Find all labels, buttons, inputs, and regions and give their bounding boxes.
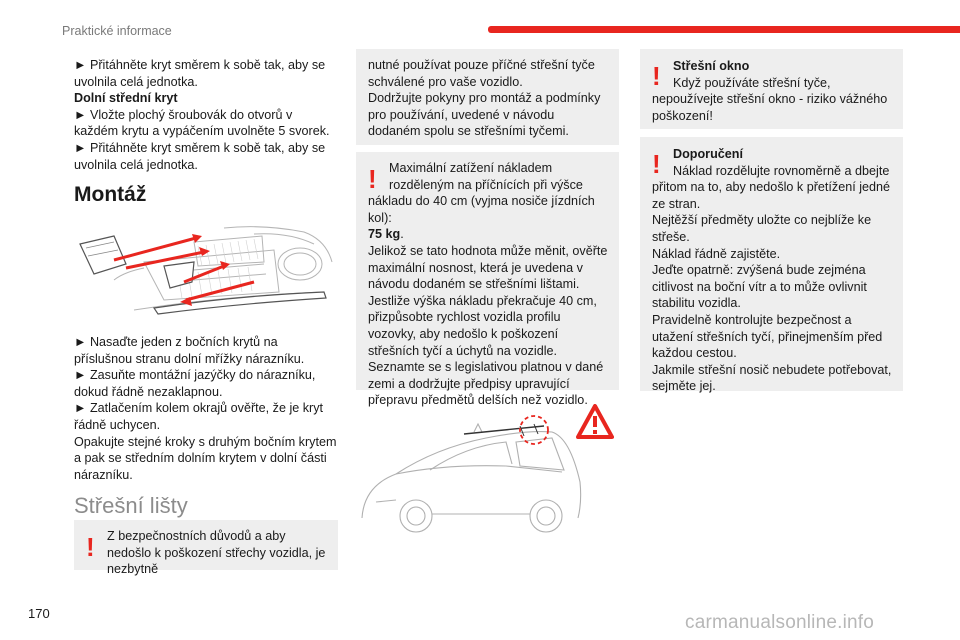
sunroof-box	[640, 49, 903, 129]
intro-line-4: ► Přitáhněte kryt směrem k sobě tak, aby se uvolnila celá jednotka.	[74, 140, 326, 172]
sunroof-body: nepoužívejte střešní okno - riziko vážného poškození!	[652, 92, 888, 123]
recommendation-title: Doporučení	[673, 147, 743, 161]
recommendation-body: přitom na to, aby nedošlo k přetížení jedné ze stran. Nejtěžší předměty uložte co nejblíže ke střeše. Náklad řádně zajistěte. Jeďte opatrně: zvýšená bude zejména citlivost na boční vítr a to může ovlivnit stabilitu vozidla. Pravidelně kontrolujte bezpečnost a utažení střešních tyčí, přinejmenším před každou cestou. Jakmile střešní nosič nebudete potřebovat, sejměte jej.	[652, 180, 892, 394]
warning-exclamation-icon: !	[652, 149, 661, 179]
page-header-title: Praktické informace	[62, 24, 172, 38]
roof-warning-box-continued	[356, 49, 619, 145]
step-3: ► Zatlačením kolem okrajů ověřte, že je kryt řádně uchycen.	[74, 401, 324, 432]
warning-exclamation-icon: !	[368, 164, 377, 194]
header-accent-bar	[488, 26, 960, 33]
step-1: ► Nasaďte jeden z bočních krytů na příslušnou stranu dolní mřížky nárazníku.	[74, 335, 305, 366]
roof-rails-heading: Střešní lišty	[74, 493, 188, 518]
page-number: 170	[28, 606, 50, 621]
subheading-lower-cover: Dolní střední kryt	[74, 91, 178, 106]
sunroof-lead: Když používáte střešní tyče,	[673, 75, 831, 90]
max-load-body-b: Jelikož se tato hodnota může měnit, ověřte maximální nosnost, která je uvedena v návodu dodaném se střešními lištami. Jestliže výška nákladu překračuje 40 cm, přizpůsobte rychlost vozidla profilu vozovky, aby nedošlo k poškození střešních tyčí a úchytů na vozidle. Seznamte se s legislativou platnou v dané zemi a dodržujte předpisy upravující přepravu předmětů delších než vozidlo.	[368, 243, 608, 408]
column-1	[74, 57, 338, 173]
recommendation-lead: Náklad rozdělujte rovnoměrně a dbejte	[673, 163, 890, 178]
sunroof-title: Střešní okno	[673, 59, 750, 73]
warning-exclamation-icon: !	[652, 61, 661, 91]
step-4: Opakujte stejné kroky s druhým bočním krytem a pak se středním dolním krytem v dolní části nárazníku.	[74, 434, 337, 482]
roof-warning-box-start	[74, 520, 338, 577]
roof-warning-text: Z bezpečnostních důvodů a aby nedošlo k poškození střechy vozidla, je nezbytně	[107, 529, 326, 577]
max-load-head: Maximální zatížení nákladem rozděleným na příčnících při výšce	[389, 161, 583, 192]
bumper-cover-illustration	[74, 222, 338, 322]
step-2: ► Zasuňte montážní jazýčky do nárazníku, dokud řádně nezaklapnou.	[74, 368, 316, 399]
intro-line-1: ► Přitáhněte kryt směrem k sobě tak, aby se uvolnila celá jednotka.	[74, 58, 326, 89]
max-load-value: 75 kg	[368, 227, 401, 242]
max-load-body-a: nákladu do 40 cm (vyjma nosiče jízdních kol):	[368, 194, 595, 225]
watermark: carmanualsonline.info	[685, 612, 875, 633]
montaz-heading: Montáž	[74, 183, 147, 206]
max-load-box: ! Maximální zatížení nákladem rozděleným na příčnících při výšce nákladu do 40 cm (vyjma nosiče jízdních kol): 75 kg. Jelikož se tato hodnota může měnit, ověřte maximální nosnost, která je uvedena v návodu dodaném se střešními lištami. Jestliže výška nákladu překračuje 40 cm, přizpůsobte rychlost vozidla profilu vozovky, aby nedošlo k poškození střešních tyčí a úchytů na vozidle. Seznamte se s legislativou platnou v dané zemi a dodržujte předpisy upravující přepravu předmětů delších než vozidlo.	[356, 152, 619, 390]
warning-exclamation-icon: !	[86, 532, 95, 562]
montaz-steps	[74, 334, 338, 483]
roof-warning-continued-text: nutné používat pouze příčné střešní tyče schválené pro vaše vozidlo. Dodržujte pokyny pro montáž a podmínky pro používání, uvedené v návodu dodaném spolu se střešními tyčemi.	[368, 58, 601, 139]
intro-line-3: ► Vložte plochý šroubovák do otvorů v každém krytu a vypáčením uvolněte 5 svorek.	[74, 107, 330, 139]
recommendation-box	[640, 137, 903, 394]
warning-triangle-icon	[576, 404, 614, 440]
